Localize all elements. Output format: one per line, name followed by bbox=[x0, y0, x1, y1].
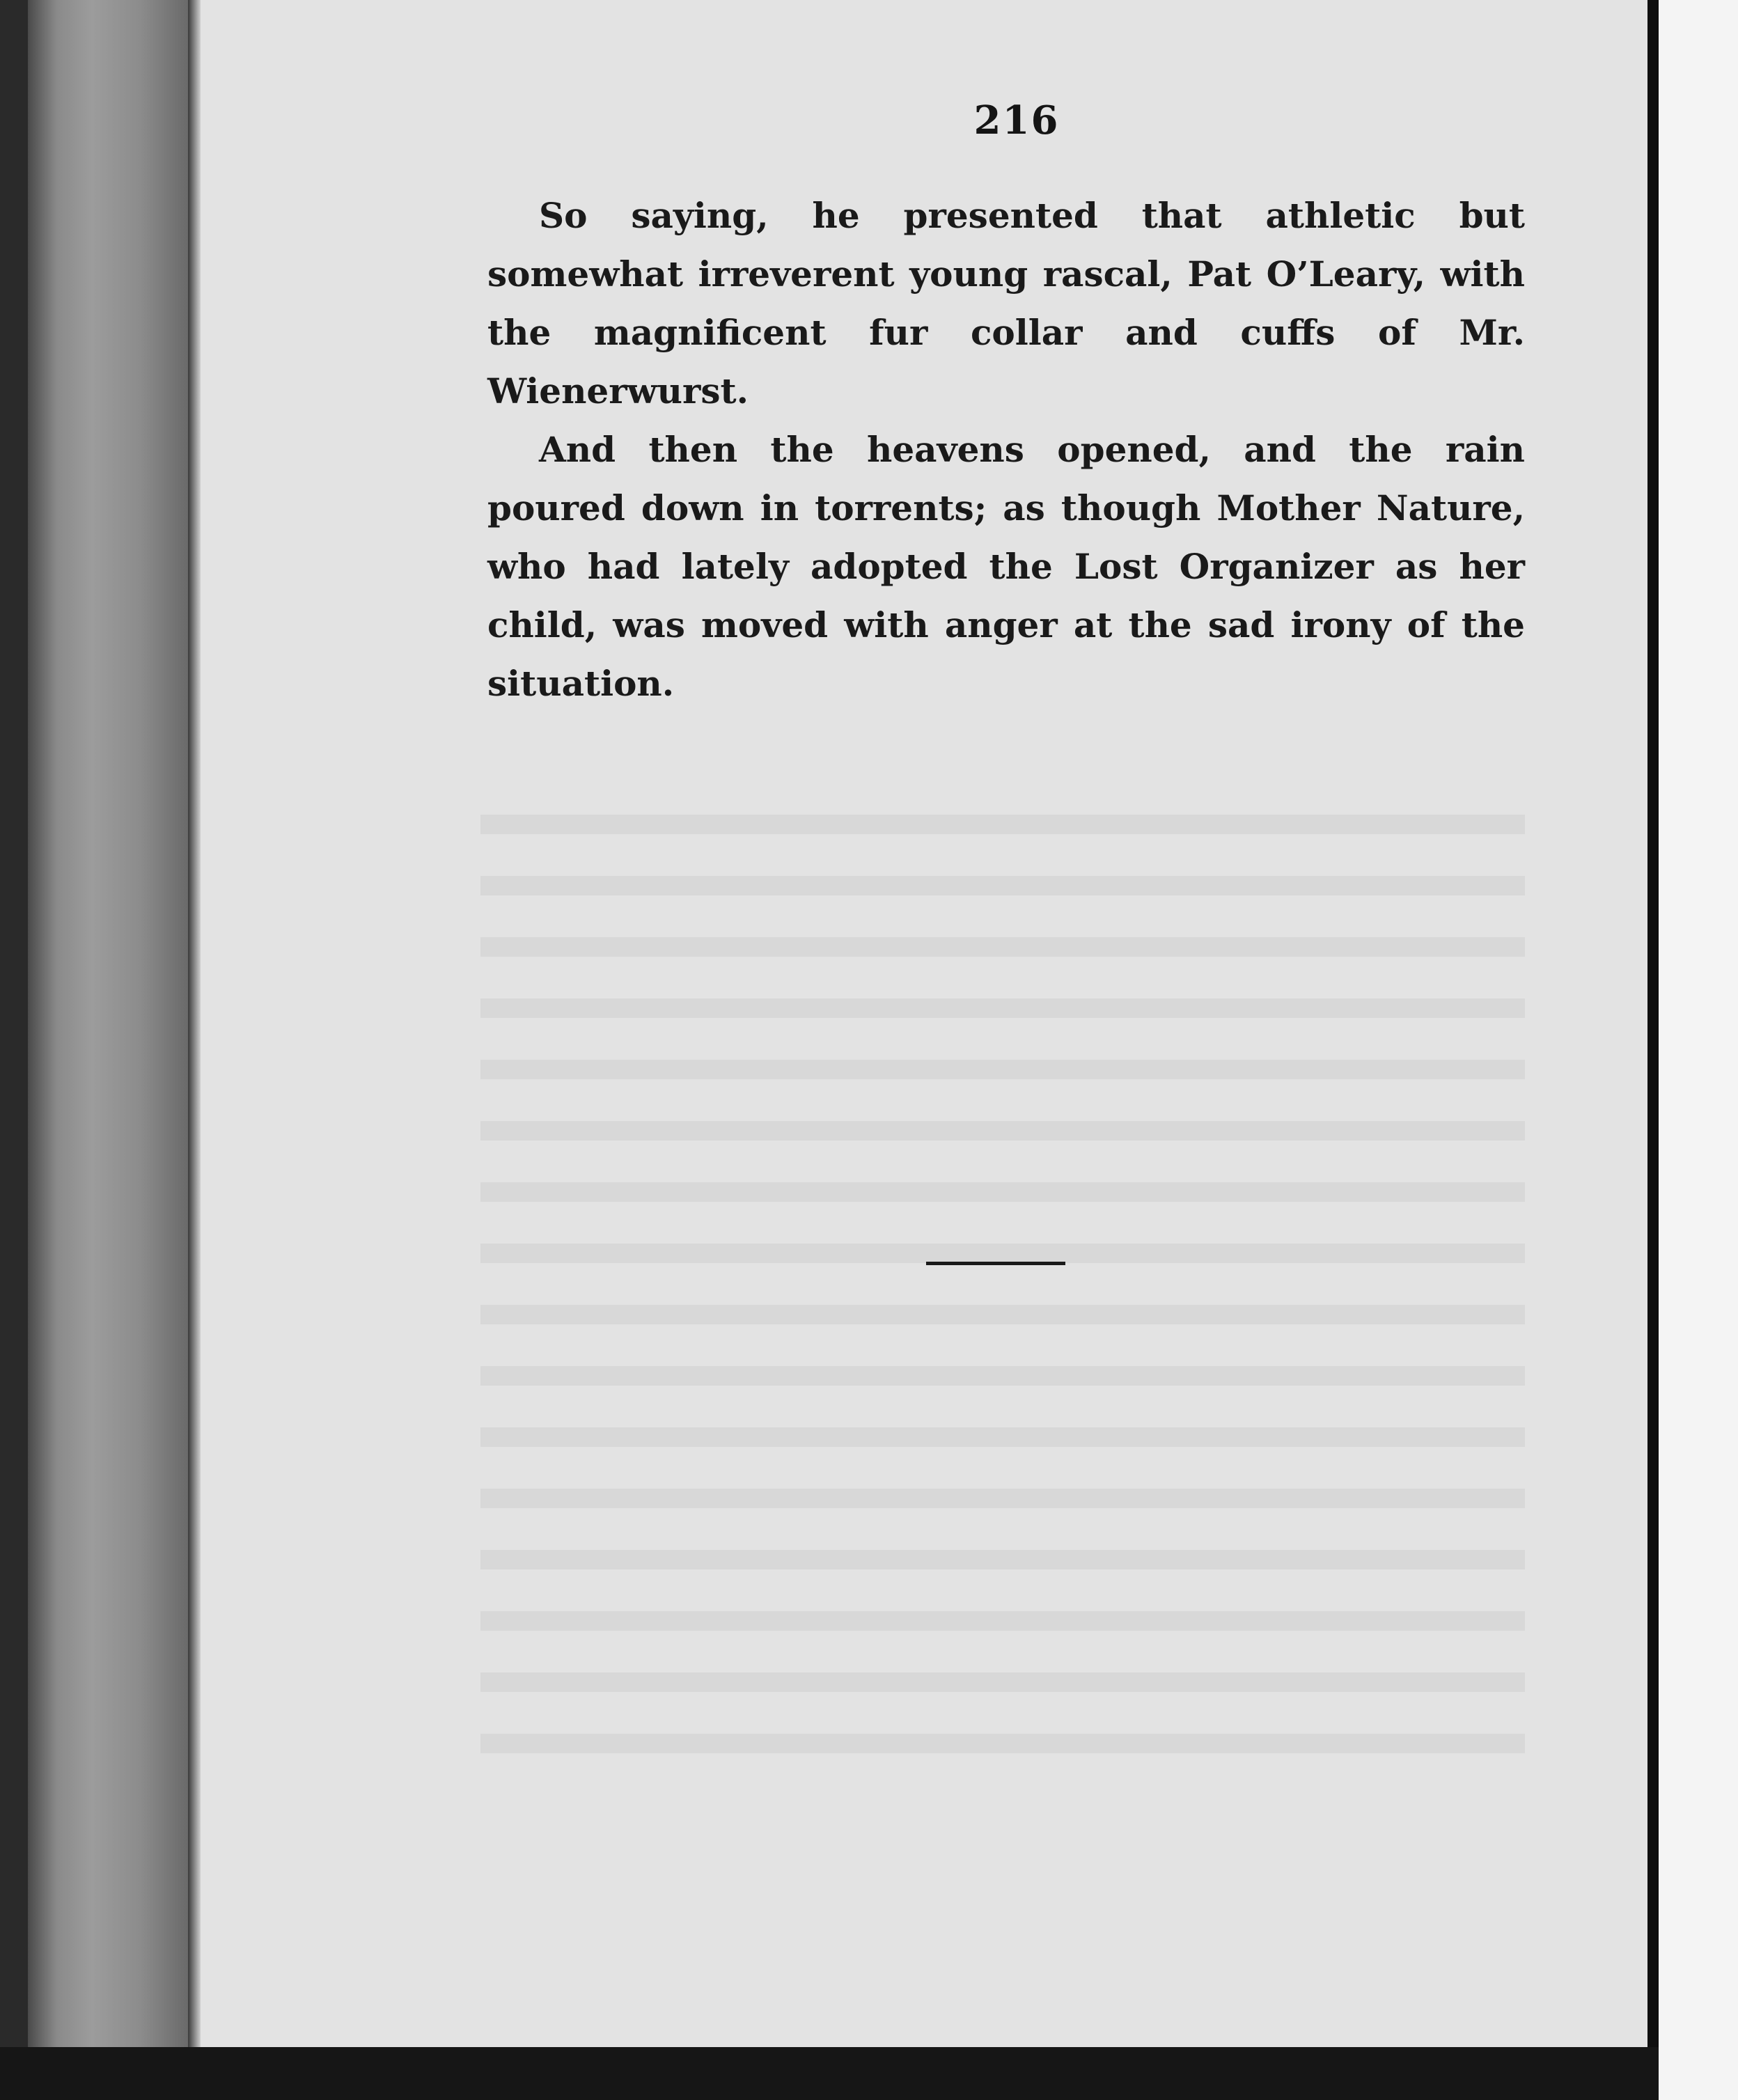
scan-right-margin bbox=[1659, 0, 1738, 2100]
paragraph-2: And then the heavens opened, and the rain poured down in torrents; as though Mother Nature, who had lately adopted the Lost Organizer as her child, was moved with anger at the sad irony of the situation. bbox=[487, 429, 1525, 704]
scan-left-border bbox=[0, 0, 28, 2100]
scan-bottom-border bbox=[0, 2047, 1659, 2100]
paragraph-1: So saying, he presented that athletic but somewhat irreverent young rascal, Pat O’Leary, with the magnificent fur collar and cuffs of Mr. Wienerwurst. bbox=[487, 195, 1525, 412]
section-divider-rule bbox=[926, 1262, 1065, 1265]
body-text bbox=[487, 187, 1525, 713]
book-spine-edge bbox=[28, 0, 188, 2061]
gutter-shadow bbox=[188, 0, 201, 2061]
scan-right-border bbox=[1647, 0, 1659, 2061]
bleed-through-text bbox=[480, 787, 1525, 1762]
page-number: 216 bbox=[973, 97, 1060, 143]
